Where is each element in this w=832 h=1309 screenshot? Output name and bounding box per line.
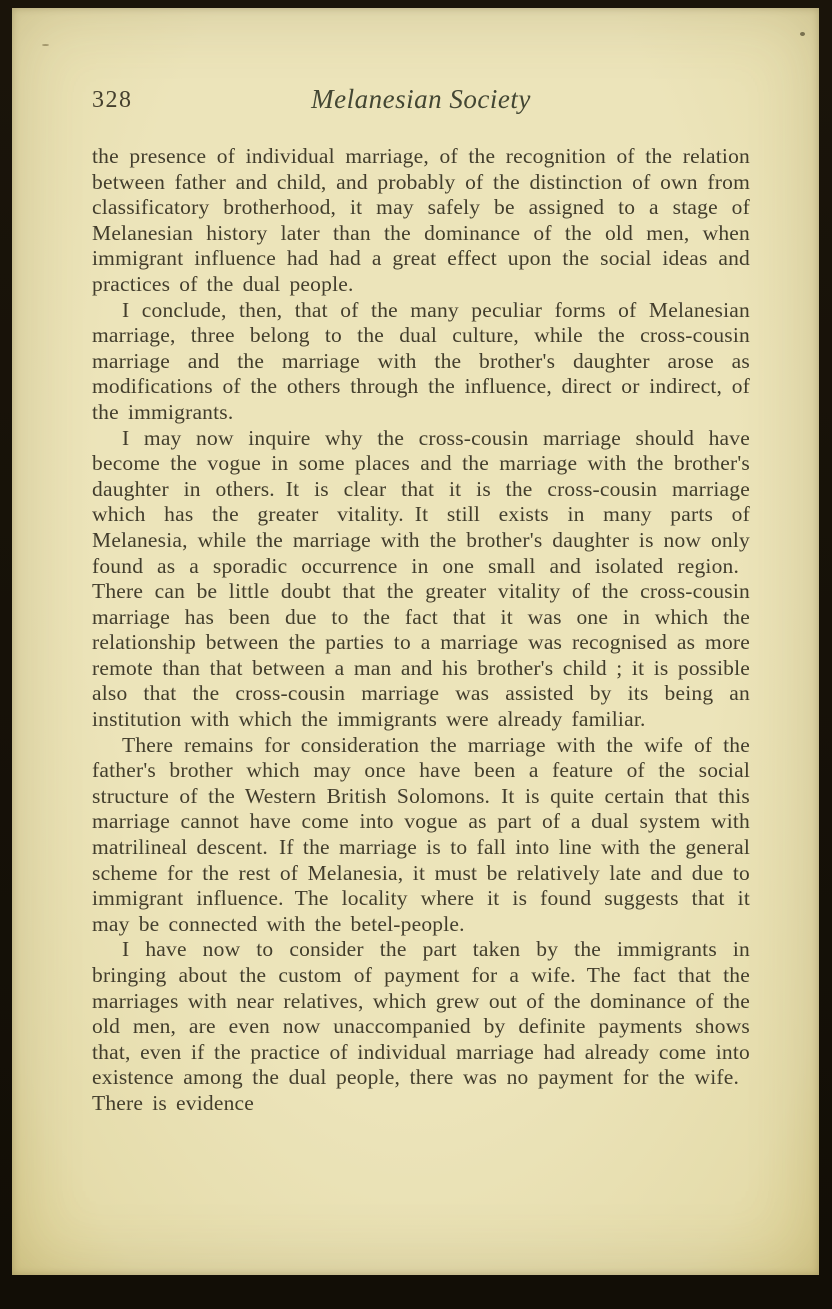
paragraph-5: I have now to consider the part taken by the immigrants in bringing about the custom of payment for a wife. The fact that the marriages with near relatives, which grew out of the dominance of the old men, are even now unaccompanied by definite payments shows that, even if the practice of individual marriage had already come into existence among the dual people, there was no payment for the wife. There is evidence [92,937,750,1115]
page-content [92,84,750,1117]
running-title: Melanesian Society [311,84,531,114]
page-body [92,144,750,1117]
paragraph-4: There remains for consideration the marriage with the wife of the father's brother which may once have been a feature of the social structure of the Western British Solomons. It is quite certain that this marriage cannot have come into vogue as part of a dual system with matrilineal descent. If the marriage is to fall into line with the general scheme for the rest of Melanesia, it must be relatively late and due to immigrant influence. The locality where it is found suggests that it may be connected with the betel-people. [92,732,750,936]
page-header [92,84,750,120]
scan-artifact [42,44,49,46]
scan-artifact [800,32,805,36]
book-page [12,8,819,1275]
paragraph-2: I conclude, then, that of the many peculiar forms of Melanesian marriage, three belong to the dual culture, while the cross-cousin marriage and the marriage with the brother's daughter arose as modifications of the others through the influence, direct or indirect, of the immigrants. [92,297,750,424]
paragraph-1: the presence of individual marriage, of the recognition of the relation between father and child, and probably of the distinction of own from classificatory brotherhood, it may safely be assigned to a stage of Melanesian history later than the dominance of the old men, when immigrant influence had had a great effect upon the social ideas and practices of the dual people. [92,144,750,296]
paragraph-3: I may now inquire why the cross-cousin marriage should have become the vogue in some places and the marriage with the brother's daughter in others. It is clear that it is the cross-cousin marriage which has the greater vitality. It still exists in many parts of Melanesia, while the marriage with the brother's daughter is now only found as a sporadic occurrence in one small and isolated region. There can be little doubt that the greater vitality of the cross-cousin marriage has been due to the fact that it was one in which the relationship between the parties to a marriage was recognised as more remote than that between a man and his brother's child ; it is possible also that the cross-cousin marriage was assisted by its being an institution with which the immigrants were already familiar. [92,425,750,732]
page-number: 328 [92,87,133,113]
